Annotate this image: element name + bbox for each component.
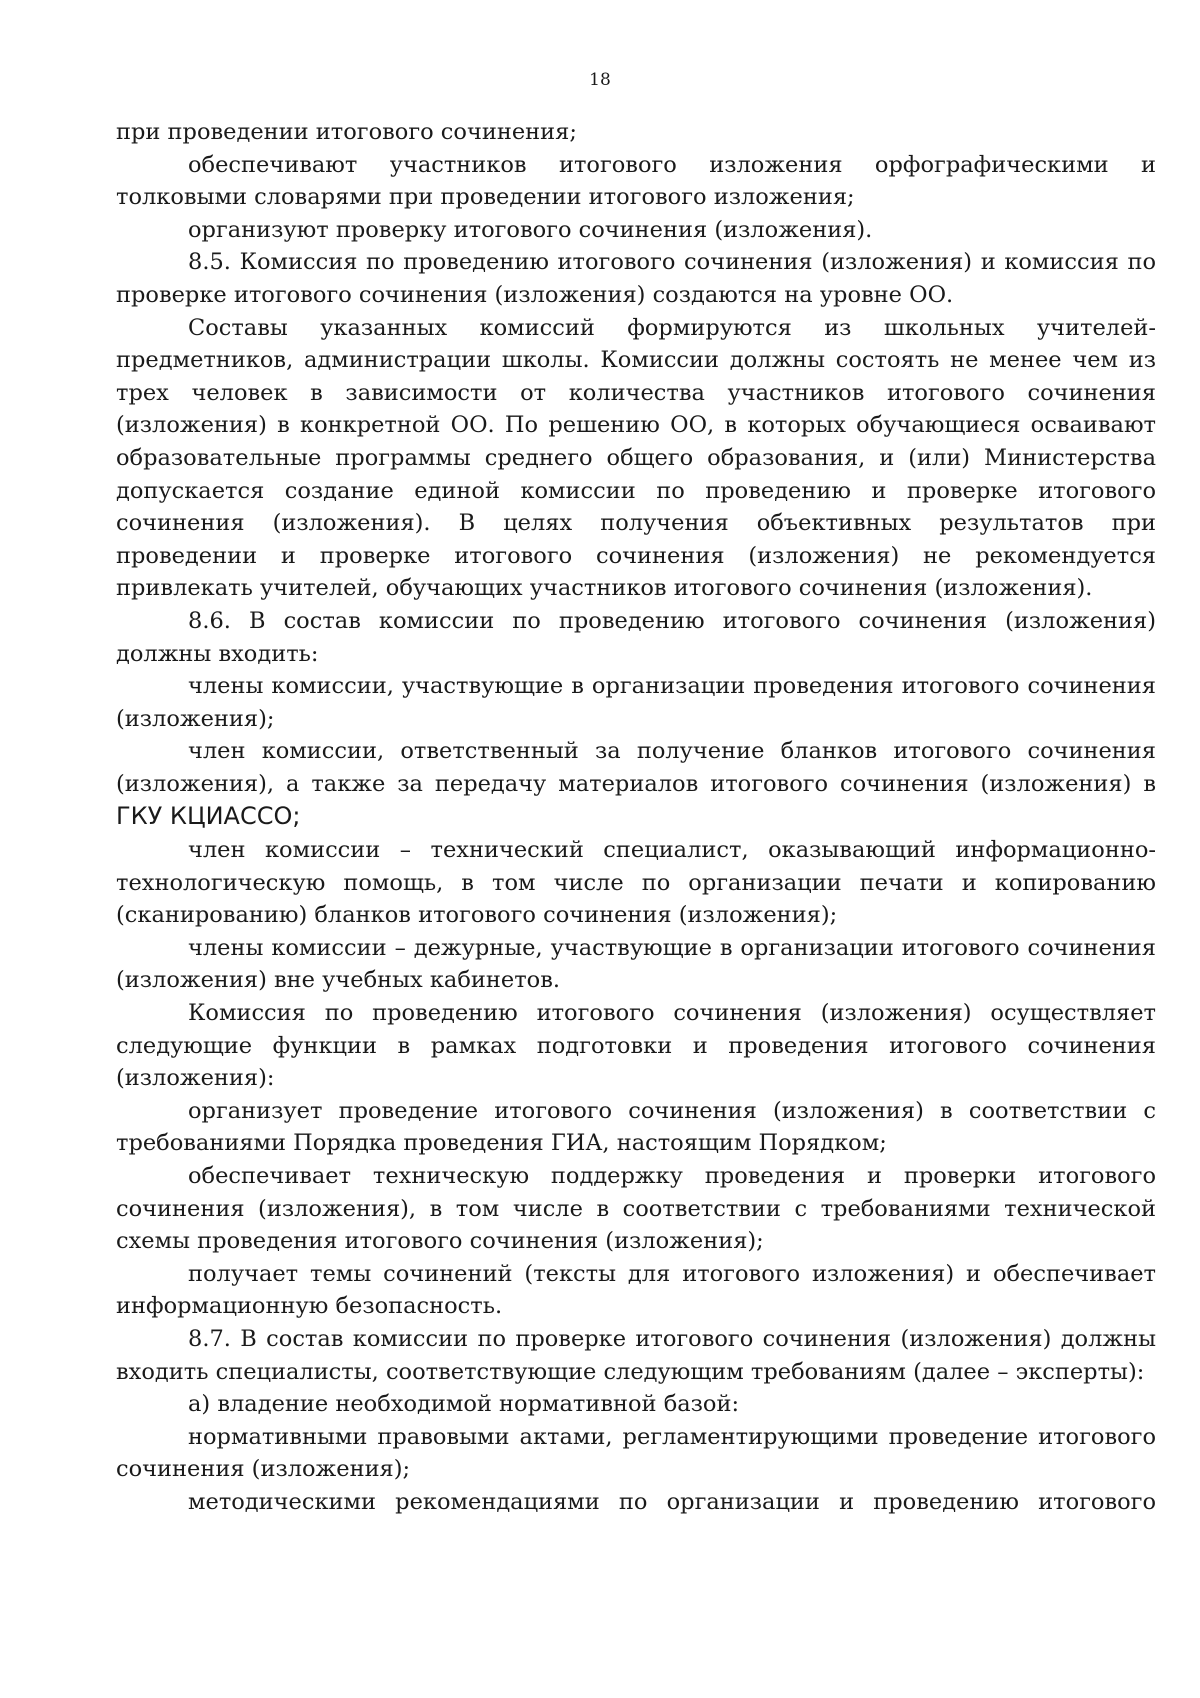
paragraph-section-8-7: 8.7. В состав комиссии по проверке итогового сочинения (изложения) должны входить специалисты, соответствующие следующим требованиям (далее – эксперты):: [116, 1325, 1156, 1385]
paragraph: а) владение необходимой нормативной базой:: [188, 1391, 740, 1418]
paragraph: [116, 735, 1156, 834]
paragraph: обеспечивают участников итогового изложения орфографическими и толковыми словарями при проведении итогового изложения;: [116, 151, 1156, 211]
paragraph: члены комиссии, участвующие в организации проведения итогового сочинения (изложения);: [116, 673, 1156, 732]
paragraph: член комиссии – технический специалист, оказывающий информационно-технологическую помощь, в том числе по организации печати и копированию (сканированию) бланков итогового сочинения (изложения);: [116, 837, 1156, 929]
page-number: 18: [589, 70, 611, 90]
paragraph: Комиссия по проведению итогового сочинения (изложения) осуществляет следующие функции в рамках подготовки и проведения итогового сочинения (изложения):: [116, 1000, 1156, 1092]
paragraph: получает темы сочинений (тексты для итогового изложения) и обеспечивает информационную безопасность.: [116, 1260, 1156, 1320]
organization-name: ГКУ КЦИАССО;: [116, 802, 301, 831]
paragraph-text: член комиссии, ответственный за получение бланков итогового сочинения (изложения), а также за передачу материалов итогового сочинения (изложения) в: [116, 738, 1156, 797]
paragraph-section-8-6: 8.6. В состав комиссии по проведению итогового сочинения (изложения) должны входить:: [116, 607, 1156, 667]
paragraph: обеспечивает техническую поддержку проведения и проверки итогового сочинения (изложения), в том числе в соответствии с требованиями технической схемы проведения итогового сочинения (изложения);: [116, 1163, 1156, 1255]
document-body: [116, 116, 1156, 1519]
paragraph-section-8-5: 8.5. Комиссия по проведению итогового сочинения (изложения) и комиссия по проверке итогового сочинения (изложения) создаются на уровне ОО.: [116, 249, 1156, 308]
paragraph: организует проведение итогового сочинения (изложения) в соответствии с требованиями Порядка проведения ГИА, настоящим Порядком;: [116, 1097, 1156, 1157]
paragraph: члены комиссии – дежурные, участвующие в организации итогового сочинения (изложения) вне учебных кабинетов.: [116, 934, 1156, 994]
paragraph: нормативными правовыми актами, регламентирующими проведение итогового сочинения (изложения);: [116, 1423, 1156, 1483]
paragraph: методическими рекомендациями по организации и проведению итогового: [188, 1488, 1156, 1515]
paragraph: организуют проверку итогового сочинения (изложения).: [188, 216, 873, 243]
paragraph: Составы указанных комиссий формируются из школьных учителей-предметников, администрации школы. Комиссии должны состоять не менее чем из трех человек в зависимости от количества участников итогового сочинения (изложения) в конкретной ОО. По решению ОО, в которых обучающиеся осваивают образовательные программы среднего общего образования, и (или) Министерства допускается создание единой комиссии по проведению и проверке итогового сочинения (изложения). В целях получения объективных результатов при проведении и проверке итогового сочинения (изложения) не рекомендуется привлекать учителей, обучающих участников итогового сочинения (изложения).: [116, 314, 1156, 602]
paragraph: при проведении итогового сочинения;: [116, 119, 577, 145]
